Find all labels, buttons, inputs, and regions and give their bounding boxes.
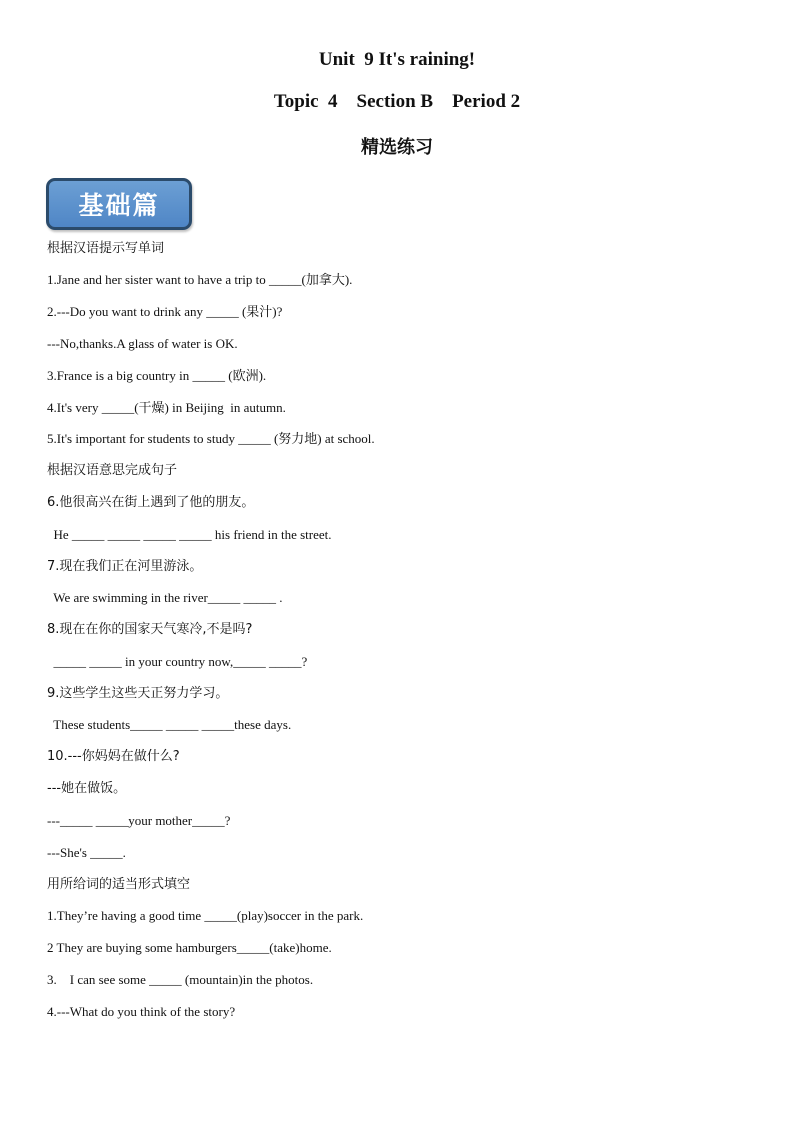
section-heading-word-forms: 用所给词的适当形式填空 <box>47 877 191 892</box>
exercise-line: He _____ _____ _____ _____ his friend in the street. <box>47 527 332 542</box>
section-heading-word-hints: 根据汉语提示写单词 <box>47 241 165 256</box>
exercise-line: 3.France is a big country in _____ (欧洲). <box>47 368 267 383</box>
exercise-line: 4.It's very _____(干燥) in Beijing in autumn. <box>47 400 286 415</box>
exercise-line: 2.---Do you want to drink any _____ (果汁)? <box>47 304 283 319</box>
exercise-line: 5.It's important for students to study _____ (努力地) at school. <box>47 431 375 446</box>
exercise-line: 7.现在我们正在河里游泳。 <box>47 559 203 574</box>
topic-section-period: Topic 4 Section B Period 2 <box>273 91 521 112</box>
exercise-line: ---She's _____. <box>47 845 126 860</box>
exercise-line: These students_____ _____ _____these days. <box>47 717 292 732</box>
exercise-line: 4.---What do you think of the story? <box>47 1004 236 1019</box>
exercise-line: 9.这些学生这些天正努力学习。 <box>47 686 229 701</box>
exercise-line: 10.---你妈妈在做什么? <box>47 749 180 764</box>
exercise-line: 1.Jane and her sister want to have a trip to _____(加拿大). <box>47 272 353 287</box>
exercise-line: 1.They’re having a good time _____(play)soccer in the park. <box>47 908 364 923</box>
exercise-line: 8.现在在你的国家天气寒冷,不是吗? <box>47 622 253 637</box>
exercise-line: 3. I can see some _____ (mountain)in the photos. <box>47 972 314 987</box>
section-heading-complete-sentences: 根据汉语意思完成句子 <box>47 463 178 478</box>
exercise-line: ---_____ _____your mother_____? <box>47 813 231 828</box>
basic-level-badge: 基础篇 <box>46 178 192 230</box>
exercise-line: ---No,thanks.A glass of water is OK. <box>47 336 238 351</box>
exercise-line: 2 They are buying some hamburgers_____(take)home. <box>47 940 332 955</box>
unit-title: Unit 9 It's raining! <box>318 49 476 70</box>
exercise-subtitle: 精选练习 <box>361 137 433 158</box>
exercise-line: ---她在做饭。 <box>47 781 127 796</box>
exercise-line: 6.他很高兴在街上遇到了他的朋友。 <box>47 495 255 510</box>
exercise-line: We are swimming in the river_____ _____ . <box>47 590 283 605</box>
exercise-line: _____ _____ in your country now,_____ _____? <box>47 654 308 669</box>
